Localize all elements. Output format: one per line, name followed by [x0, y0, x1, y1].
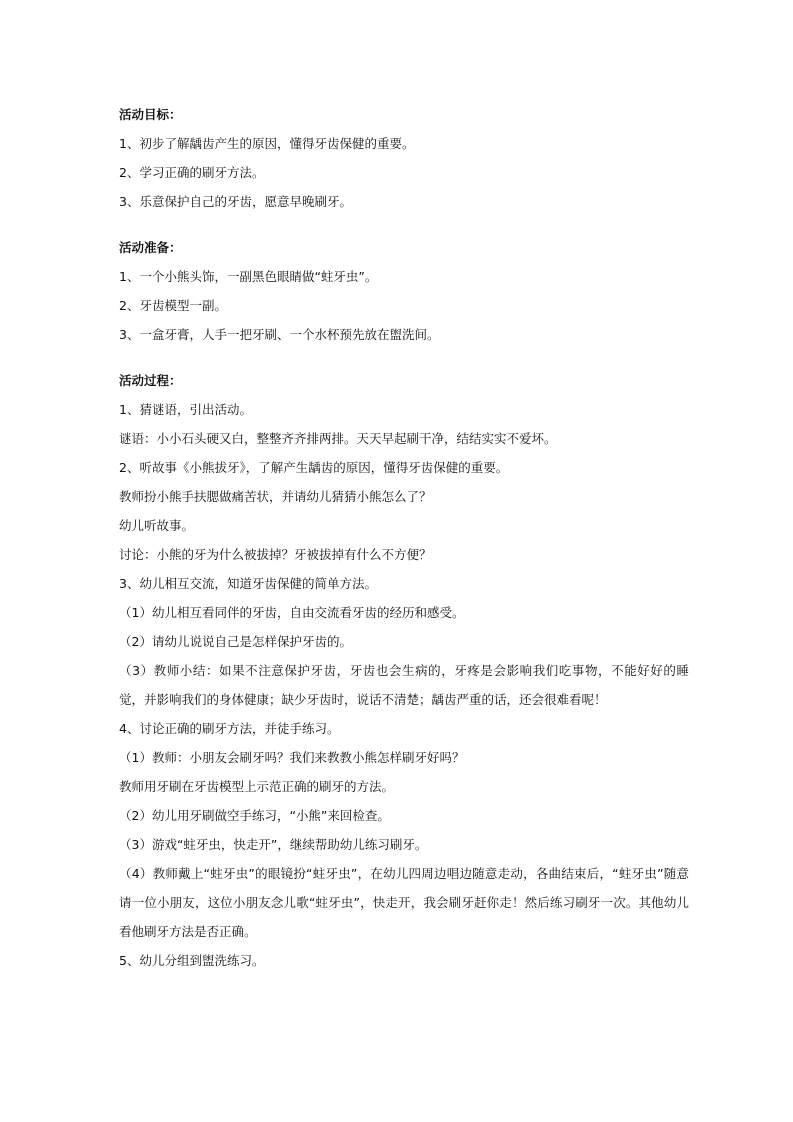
goal-item-2: 2、学习正确的刷牙方法。	[119, 165, 265, 180]
step-3-sub-2: （2）请幼儿说说自己是怎样保护牙齿的。	[119, 634, 352, 649]
process-step-1: 1、猜谜语，引出活动。	[119, 402, 252, 417]
goals-heading: 活动目标：	[119, 107, 182, 122]
step-4-sub-3: （3）游戏“蛀牙虫，快走开”，继续帮助幼儿练习刷牙。	[119, 837, 428, 852]
lesson-plan-body	[119, 100, 689, 975]
preparation-heading: 活动准备：	[119, 240, 182, 255]
preparation-item-3: 3、一盒牙膏，人手一把牙刷、一个水杯预先放在盥洗间。	[119, 327, 440, 342]
preparation-item-1: 1、一个小熊头饰，一副黑色眼睛做“蛀牙虫”。	[119, 269, 378, 284]
step-4-sub-2: （2）幼儿用牙刷做空手练习，“小熊”来回检查。	[119, 808, 390, 823]
teacher-demo: 教师用牙刷在牙齿模型上示范正确的刷牙的方法。	[119, 779, 395, 794]
section-spacer	[119, 216, 689, 233]
children-listen: 幼儿听故事。	[119, 518, 195, 533]
goal-item-1: 1、初步了解龋齿产生的原因，懂得牙齿保健的重要。	[119, 136, 415, 151]
game-description: （4）教师戴上“蛀牙虫”的眼镜扮“蛀牙虫”，在幼儿四周边唱边随意走动，各曲结束后，“蛀牙虫”随意请一位小朋友，这位小朋友念儿歌“蛀牙虫”，快走开，我会刷牙赶你走！然后练习刷牙一次。其他幼儿看他刷牙方法是否正确。	[119, 866, 689, 939]
process-step-3: 3、幼儿相互交流，知道牙齿保健的简单方法。	[119, 576, 377, 591]
process-step-4: 4、讨论正确的刷牙方法，并徒手练习。	[119, 721, 340, 736]
process-heading: 活动过程：	[119, 373, 182, 388]
step-3-sub-1: （1）幼儿相互看同伴的牙齿，自由交流看牙齿的经历和感受。	[119, 605, 465, 620]
section-spacer	[119, 349, 689, 366]
process-step-2: 2、听故事《小熊拔牙》，了解产生龋齿的原因，懂得牙齿保健的重要。	[119, 460, 509, 475]
preparation-item-2: 2、牙齿模型一副。	[119, 298, 227, 313]
discussion-text: 讨论：小熊的牙为什么被拔掉？牙被拔掉有什么不方便？	[119, 547, 432, 562]
step-4-sub-1: （1）教师：小朋友会刷牙吗？我们来教教小熊怎样刷牙好吗？	[119, 750, 465, 765]
riddle-text: 谜语：小小石头硬又白，整整齐齐排两排。天天早起刷干净，结结实实不爱坏。	[119, 431, 557, 446]
teacher-summary: （3）教师小结：如果不注意保护牙齿，牙齿也会生病的，牙疼是会影响我们吃事物，不能好好的睡觉，并影响我们的身体健康；缺少牙齿时，说话不清楚；龋齿严重的话，还会很难看呢！	[119, 663, 689, 707]
teacher-action: 教师扮小熊手扶腮做痛苦状，并请幼儿猜猜小熊怎么了？	[119, 489, 432, 504]
goal-item-3: 3、乐意保护自己的牙齿，愿意早晚刷牙。	[119, 194, 352, 209]
process-step-5: 5、幼儿分组到盥洗练习。	[119, 953, 265, 968]
